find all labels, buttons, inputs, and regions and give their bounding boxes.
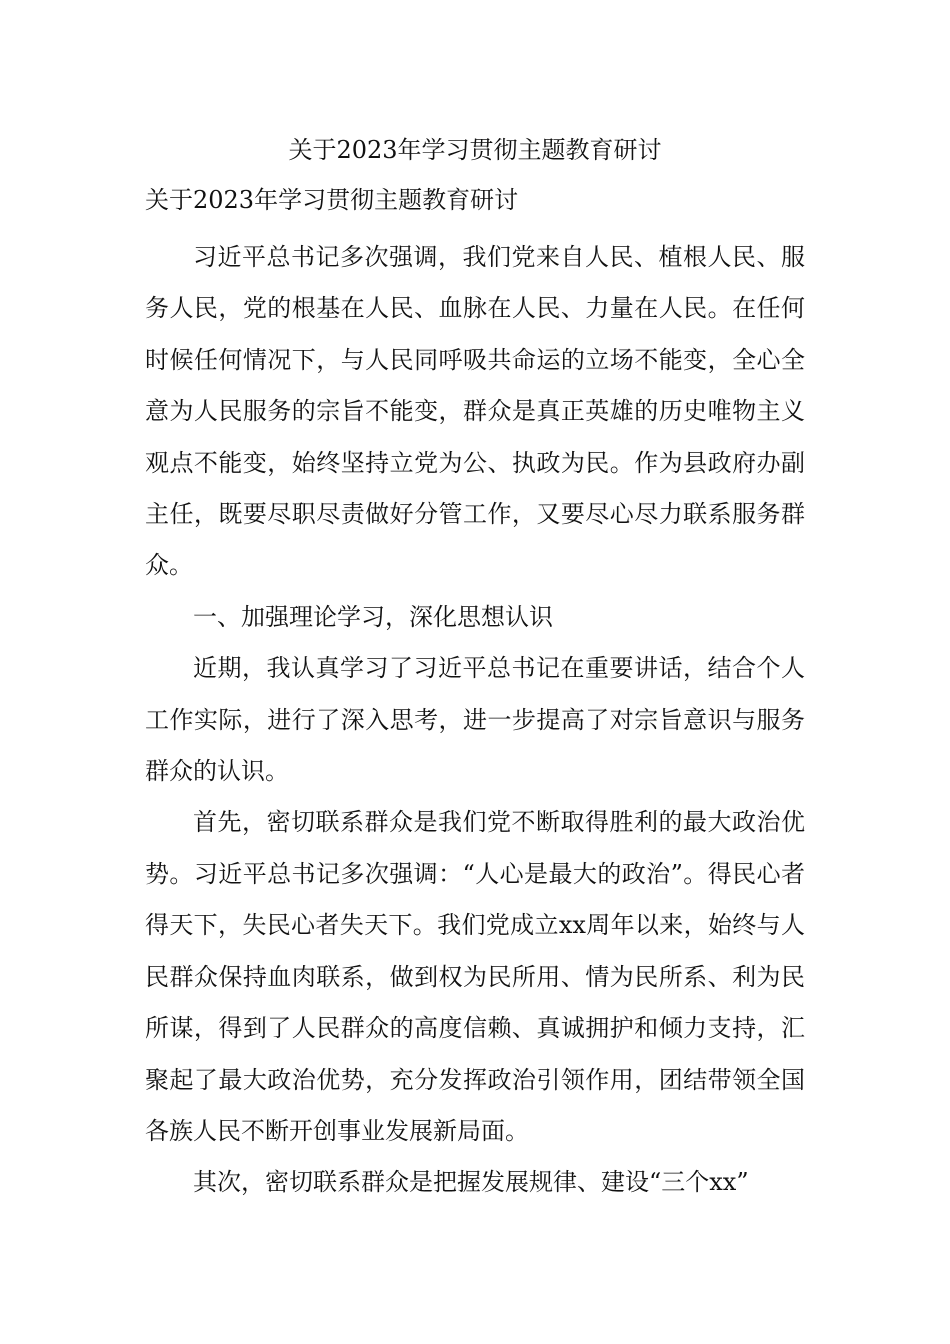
paragraph-first-point: 首先，密切联系群众是我们党不断取得胜利的最大政治优势。习近平总书记多次强调：“人心是最大的政治”。得民心者得天下，失民心者失天下。我们党成立xx周年以来，始终与人民群众保持血肉联系，做到权为民所用、情为民所系、利为民所谋，得到了人民群众的高度信赖、真诚拥护和倾力支持，汇聚起了最大政治优势，充分发挥政治引领作用，团结带领全国各族人民不断开创事业发展新局面。 <box>145 808 805 1145</box>
paragraph-second-point: 其次，密切联系群众是把握发展规律、建设“三个xx” <box>193 1168 749 1197</box>
paragraph-intro: 习近平总书记多次强调，我们党来自人民、植根人民、服务人民，党的根基在人民、血脉在人民、力量在人民。在任何时候任何情况下，与人民同呼吸共命运的立场不能变，全心全意为人民服务的宗旨不能变，群众是真正英雄的历史唯物主义观点不能变，始终坚持立党为公、执政为民。作为县政府办副主任，既要尽职尽责做好分管工作，又要尽心尽力联系服务群众。 <box>145 243 805 580</box>
paragraph-study: 近期，我认真学习了习近平总书记在重要讲话，结合个人工作实际，进行了深入思考，进一步提高了对宗旨意识与服务群众的认识。 <box>145 654 805 786</box>
document-title: 关于2023年学习贯彻主题教育研讨 <box>288 136 662 164</box>
document-body <box>145 232 805 1209</box>
document-subtitle: 关于2023年学习贯彻主题教育研讨 <box>145 186 519 214</box>
section-heading-1: 一、加强理论学习，深化思想认识 <box>193 602 553 631</box>
